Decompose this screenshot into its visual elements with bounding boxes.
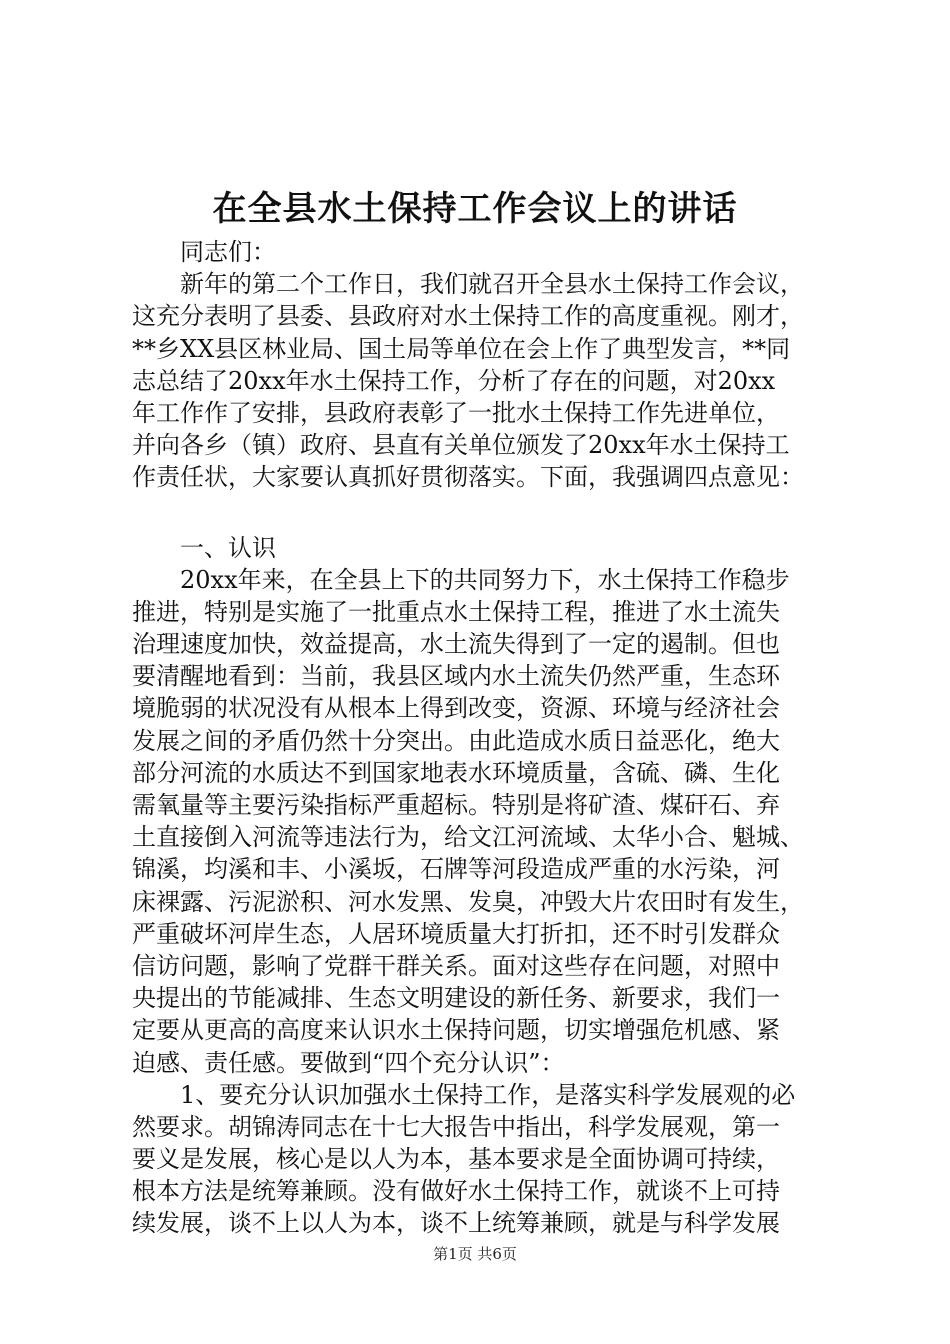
paragraph-line: 床裸露、污泥淤积、河水发黑、发臭，冲毁大片农田时有发生，	[132, 887, 804, 916]
paragraph-line: 境脆弱的状况没有从根本上得到改变，资源、环境与经济社会	[132, 694, 780, 723]
paragraph-line: 这充分表明了县委、县政府对水土保持工作的高度重视。刚才，	[132, 302, 804, 331]
paragraph-line: 部分河流的水质达不到国家地表水环境质量，含硫、磷、生化	[132, 758, 780, 787]
document-body	[132, 236, 852, 1240]
paragraph-line: 迫感、责任感。要做到“四个充分认识”：	[132, 1048, 565, 1077]
paragraph-line: 信访问题，影响了党群干群关系。面对这些存在问题，对照中	[132, 951, 780, 980]
paragraph-line: **乡XX县区林业局、国土局等单位在会上作了典型发言，**同	[132, 334, 791, 363]
paragraph-line: 严重破坏河岸生态，人居环境质量大打折扣，还不时引发群众	[132, 919, 780, 948]
paragraph-line: 需氧量等主要污染指标严重超标。特别是将矿渣、煤矸石、弃	[132, 791, 780, 819]
paragraph-line: 要义是发展，核心是以人为本，基本要求是全面协调可持续，	[132, 1145, 780, 1174]
paragraph-line: 土直接倒入河流等违法行为，给文江河流域、太华小合、魁城、	[132, 823, 804, 852]
paragraph-line: 并向各乡（镇）政府、县直有关单位颁发了20xx年水土保持工	[132, 431, 790, 460]
paragraph-line: 20xx年来，在全县上下的共同努力下，水土保持工作稳步	[180, 565, 790, 594]
paragraph-line: 作责任状，大家要认真抓好贯彻落实。下面，我强调四点意见：	[132, 463, 804, 492]
paragraph-spacer	[132, 494, 852, 532]
paragraph-line: 定要从更高的高度来认识水土保持问题，切实增强危机感、紧	[132, 1016, 780, 1045]
paragraph-line: 要清醒地看到：当前，我县区域内水土流失仍然严重，生态环	[132, 662, 780, 691]
paragraph-line: 治理速度加快，效益提高，水土流失得到了一定的遏制。但也	[132, 630, 780, 659]
paragraph-line: 续发展，谈不上以人为本，谈不上统筹兼顾，就是与科学发展	[132, 1209, 780, 1238]
paragraph-line: 志总结了20xx年水土保持工作，分析了存在的问题，对20xx	[132, 366, 776, 395]
document-title: 在全县水土保持工作会议上的讲话	[212, 189, 738, 229]
paragraph-line: 然要求。胡锦涛同志在十七大报告中指出，科学发展观，第一	[132, 1112, 780, 1141]
paragraph-line: 根本方法是统筹兼顾。没有做好水土保持工作，就谈不上可持	[132, 1177, 780, 1206]
paragraph-line: 新年的第二个工作日，我们就召开全县水土保持工作会议，	[180, 270, 804, 299]
paragraph-line: 锦溪，均溪和丰、小溪坂，石牌等河段造成严重的水污染，河	[132, 855, 780, 884]
paragraph-line: 发展之间的矛盾仍然十分突出。由此造成水质日益恶化，绝大	[132, 726, 780, 755]
section-heading: 一、认识	[180, 533, 276, 562]
salutation: 同志们：	[180, 238, 276, 266]
paragraph-line: 推进，特别是实施了一批重点水土保持工程，推进了水土流失	[132, 597, 780, 626]
page-footer: 第1页 共6页	[433, 1245, 517, 1263]
paragraph-line: 央提出的节能减排、生态文明建设的新任务、新要求，我们一	[132, 984, 780, 1013]
paragraph-line: 年工作作了安排，县政府表彰了一批水土保持工作先进单位，	[132, 398, 780, 427]
paragraph-line: 1、要充分认识加强水土保持工作，是落实科学发展观的必	[180, 1080, 796, 1109]
